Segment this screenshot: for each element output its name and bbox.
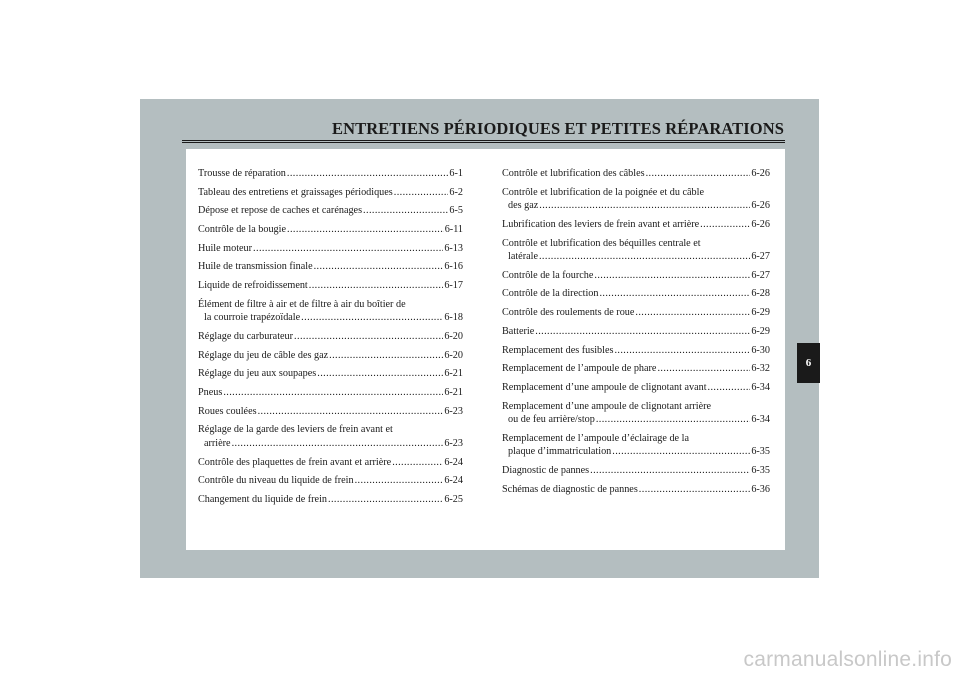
toc-page-number: 6-34 [751, 414, 770, 426]
toc-entry-title: Contrôle des roulements de roue [502, 307, 635, 319]
toc-dot-leader [639, 483, 751, 497]
toc-dot-leader [535, 325, 750, 339]
toc-dot-leader [614, 344, 750, 358]
toc-entry-title: Remplacement des fusibles [502, 344, 614, 356]
toc-entry-title: Diagnostic de pannes [502, 464, 590, 476]
toc-entry-title: latérale [508, 251, 538, 263]
toc-entry-line [198, 223, 463, 237]
toc-page-number: 6-13 [444, 242, 463, 254]
toc-entry-title: Pneus [198, 387, 223, 399]
toc-entry[interactable] [198, 242, 463, 256]
toc-entry-line [198, 423, 463, 437]
toc-dot-leader [539, 250, 750, 264]
toc-entry-line [502, 464, 770, 478]
toc-entry-line [502, 445, 770, 459]
chapter-tab[interactable]: 6 [797, 343, 820, 383]
toc-page-number: 6-23 [444, 405, 463, 417]
toc-entry-line [502, 218, 770, 232]
toc-entry-line [198, 386, 463, 400]
toc-entry-line [198, 311, 463, 325]
toc-entry[interactable] [502, 483, 770, 497]
toc-page-number: 6-35 [751, 446, 770, 458]
toc-page-number: 6-32 [751, 363, 770, 375]
toc-entry-title: Contrôle de la direction [502, 288, 599, 300]
toc-entry-line [502, 400, 770, 414]
toc-entry-line [198, 367, 463, 381]
toc-page-number: 6-26 [751, 218, 770, 230]
toc-page-number: 6-35 [751, 464, 770, 476]
toc-dot-leader [596, 413, 750, 427]
toc-entry-line [502, 186, 770, 200]
toc-dot-leader [599, 287, 750, 301]
toc-entry[interactable] [502, 269, 770, 283]
toc-dot-leader [594, 269, 750, 283]
toc-entry-title: Réglage de la garde des leviers de frein avant et [198, 424, 393, 436]
toc-entry[interactable] [198, 405, 463, 419]
toc-entry[interactable] [502, 381, 770, 395]
toc-entry-line [502, 432, 770, 446]
toc-entry-title: Réglage du carburateur [198, 331, 294, 342]
toc-entry[interactable] [198, 456, 463, 470]
toc-entry[interactable] [502, 306, 770, 320]
toc-page-number: 6-29 [751, 325, 770, 337]
toc-page-number: 6-36 [751, 483, 770, 495]
toc-page-number: 6-17 [444, 280, 463, 292]
toc-entry[interactable] [502, 325, 770, 339]
toc-entry-line [198, 186, 463, 200]
toc-dot-leader [314, 260, 444, 274]
toc-entry-line [198, 330, 463, 344]
toc-entry-line [198, 242, 463, 256]
toc-entry-title: Remplacement de l’ampoule de phare [502, 363, 657, 375]
toc-dot-leader [355, 474, 444, 488]
toc-entry[interactable] [198, 386, 463, 400]
toc-entry-line [502, 362, 770, 376]
toc-entry-line [198, 493, 463, 507]
toc-entry-title: Huile de transmission finale [198, 261, 313, 273]
toc-entry-title: Contrôle de la fourche [502, 269, 594, 281]
toc-page-number: 6-20 [444, 349, 463, 361]
toc-entry-line [502, 269, 770, 283]
toc-dot-leader [294, 330, 443, 344]
toc-entry-line [198, 260, 463, 274]
toc-page-number: 6-24 [444, 475, 463, 487]
toc-dot-leader [258, 405, 444, 419]
toc-entry-title: Trousse de réparation [198, 168, 286, 179]
toc-dot-leader [708, 381, 751, 395]
watermark-text: carmanualsonline.info [743, 648, 952, 671]
toc-page-number: 6-5 [449, 205, 463, 217]
toc-entry-line [502, 287, 770, 301]
toc-entry-line [502, 250, 770, 264]
toc-entry[interactable] [502, 186, 770, 213]
toc-entry[interactable] [198, 423, 463, 450]
toc-page-number: 6-21 [444, 387, 463, 399]
toc-entry-line [198, 474, 463, 488]
toc-entry-title: arrière [204, 437, 231, 449]
toc-dot-leader [590, 464, 750, 478]
toc-entry[interactable] [198, 279, 463, 293]
toc-entry-title: Dépose et repose de caches et carénages [198, 205, 363, 217]
toc-page-number: 6-24 [444, 456, 463, 468]
toc-entry[interactable] [198, 167, 463, 181]
toc-page-number: 6-27 [751, 269, 770, 281]
toc-entry[interactable] [198, 474, 463, 488]
toc-entry-line [502, 325, 770, 339]
toc-entry-title: Contrôle et lubrification de la poignée et du câble [502, 186, 704, 198]
toc-entry-title: la courroie trapézoïdale [204, 312, 301, 324]
toc-entry-line [502, 167, 770, 181]
toc-entry-title: des gaz [508, 200, 539, 212]
toc-entry-title: Remplacement d’une ampoule de clignotant avant [502, 381, 707, 393]
toc-page-number: 6-26 [751, 200, 770, 212]
toc-dot-leader [232, 437, 444, 451]
toc-left-column [198, 167, 463, 512]
toc-entry-title: Batterie [502, 325, 535, 337]
toc-page-number: 6-25 [444, 494, 463, 505]
toc-entry-title: Réglage du jeu de câble des gaz [198, 349, 329, 361]
toc-page-number: 6-23 [444, 437, 463, 449]
toc-entry-line [502, 413, 770, 427]
toc-entry-title: Remplacement d’une ampoule de clignotant arrière [502, 400, 712, 412]
toc-entry[interactable] [502, 344, 770, 358]
toc-entry-line [198, 405, 463, 419]
toc-entry-line [198, 279, 463, 293]
toc-entry[interactable] [198, 298, 463, 325]
toc-entry-title: Contrôle et lubrification des câbles [502, 168, 645, 179]
toc-page-number: 6-34 [751, 381, 770, 393]
toc-dot-leader [253, 242, 443, 256]
toc-page-number: 6-29 [751, 307, 770, 319]
toc-entry-title: ou de feu arrière/stop [508, 414, 595, 426]
toc-entry-title: Contrôle du niveau du liquide de frein [198, 475, 354, 487]
toc-entry-line [502, 344, 770, 358]
toc-dot-leader [539, 199, 750, 213]
toc-page-number: 6-18 [444, 312, 463, 324]
toc-entry-line [502, 237, 770, 251]
toc-page-number: 6-30 [751, 344, 770, 356]
toc-page-number: 6-21 [444, 368, 463, 380]
toc-entry-title: plaque d’immatriculation [508, 446, 612, 458]
toc-dot-leader [394, 186, 449, 200]
toc-dot-leader [328, 493, 443, 507]
toc-dot-leader [700, 218, 750, 232]
toc-entry-line [198, 349, 463, 363]
toc-entry[interactable] [198, 223, 463, 237]
toc-entry[interactable] [502, 167, 770, 181]
toc-entry-title: Huile moteur [198, 242, 253, 254]
toc-entry-line [198, 298, 463, 312]
toc-entry-line [198, 167, 463, 181]
toc-right-column [502, 167, 770, 501]
toc-entry[interactable] [502, 218, 770, 232]
toc-dot-leader [301, 311, 443, 325]
toc-entry-title: Contrôle et lubrification des béquilles centrale et [502, 237, 701, 249]
toc-page-number: 6-26 [751, 168, 770, 179]
toc-entry-title: Contrôle des plaquettes de frein avant et arrière [198, 456, 392, 468]
toc-page-number: 6-27 [751, 251, 770, 263]
title-rule [182, 140, 785, 143]
toc-entry-title: Roues coulées [198, 405, 257, 417]
toc-entry[interactable] [198, 367, 463, 381]
toc-dot-leader [392, 456, 443, 470]
toc-page-number: 6-1 [449, 168, 463, 179]
toc-entry-title: Tableau des entretiens et graissages périodiques [198, 186, 393, 198]
toc-entry-title: Réglage du jeu aux soupapes [198, 368, 317, 380]
toc-entry[interactable] [502, 237, 770, 264]
toc-entry[interactable] [198, 186, 463, 200]
toc-entry[interactable] [502, 464, 770, 478]
toc-entry[interactable] [198, 330, 463, 344]
toc-dot-leader [329, 349, 443, 363]
toc-entry[interactable] [502, 362, 770, 376]
toc-page-number: 6-16 [444, 261, 463, 273]
toc-entry[interactable] [502, 400, 770, 427]
toc-entry-line [502, 381, 770, 395]
toc-entry-title: Contrôle de la bougie [198, 224, 286, 236]
toc-dot-leader [363, 204, 448, 218]
toc-entry-line [198, 456, 463, 470]
toc-page-number: 6-28 [751, 288, 770, 300]
toc-entry-line [502, 306, 770, 320]
toc-entry[interactable] [502, 287, 770, 301]
toc-entry-line [198, 437, 463, 451]
toc-dot-leader [287, 223, 444, 237]
toc-entry-title: Liquide de refroidissement [198, 280, 308, 292]
page-title: ENTRETIENS PÉRIODIQUES ET PETITES RÉPARATIONS [332, 119, 784, 138]
toc-page-number: 6-11 [444, 224, 463, 236]
toc-entry-line [198, 204, 463, 218]
toc-dot-leader [657, 362, 750, 376]
toc-entry[interactable] [198, 349, 463, 363]
toc-entry-title: Remplacement de l’ampoule d’éclairage de la [502, 432, 689, 444]
toc-dot-leader [612, 445, 750, 459]
toc-entry[interactable] [198, 493, 463, 507]
toc-entry[interactable] [198, 204, 463, 218]
toc-entry[interactable] [502, 432, 770, 459]
toc-entry-title: Changement du liquide de frein [198, 494, 328, 505]
toc-dot-leader [309, 279, 444, 293]
toc-dot-leader [646, 167, 751, 181]
toc-dot-leader [287, 167, 449, 181]
toc-dot-leader [635, 306, 750, 320]
toc-page-number: 6-20 [444, 331, 463, 342]
toc-page-number: 6-2 [449, 186, 463, 198]
toc-entry-title: Lubrification des leviers de frein avant et arrière [502, 218, 700, 230]
toc-entry-line [502, 199, 770, 213]
toc-entry-line [502, 483, 770, 497]
toc-entry-title: Schémas de diagnostic de pannes [502, 483, 638, 495]
toc-dot-leader [317, 367, 443, 381]
toc-entry-title: Élément de filtre à air et de filtre à air du boîtier de [198, 298, 406, 310]
toc-entry[interactable] [198, 260, 463, 274]
toc-dot-leader [223, 386, 443, 400]
